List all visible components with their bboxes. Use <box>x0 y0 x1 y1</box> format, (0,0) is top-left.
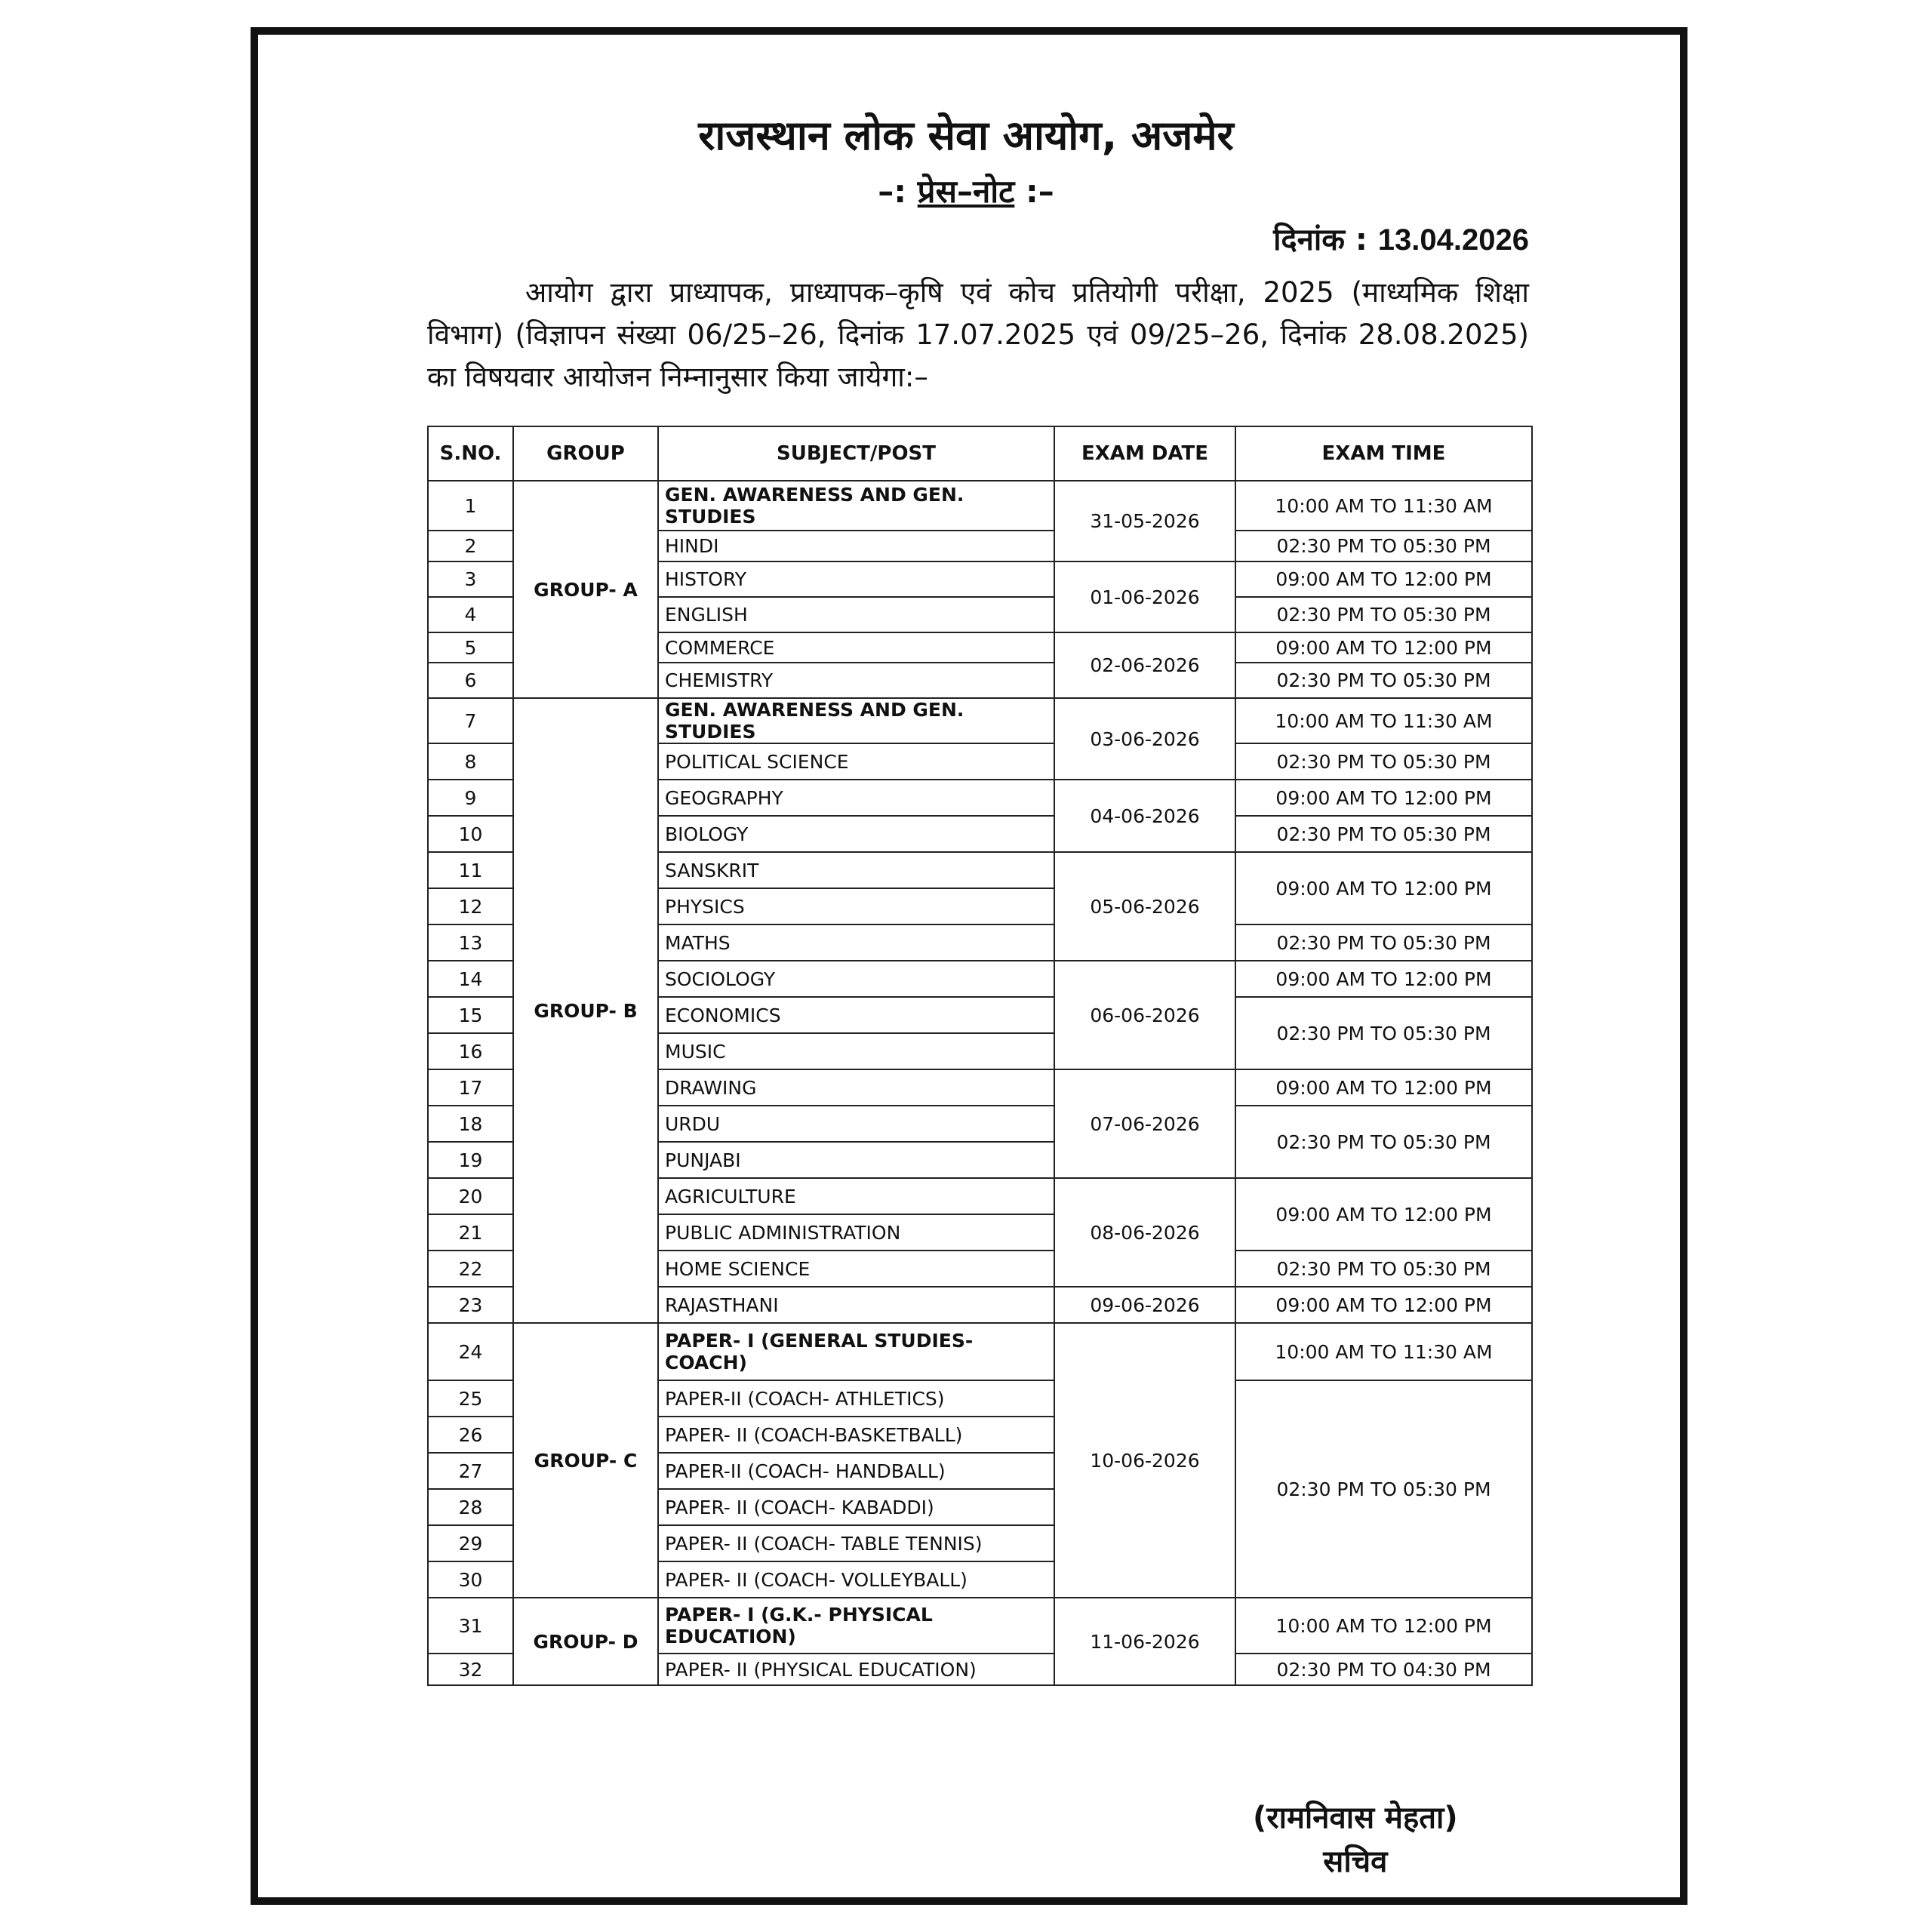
date-cell: 02-06-2026 <box>1054 632 1235 698</box>
table-row <box>428 698 1532 743</box>
time-cell: 10:00 AM TO 11:30 AM <box>1235 481 1532 531</box>
date-cell: 06-06-2026 <box>1054 961 1235 1069</box>
sno-cell: 11 <box>428 852 513 888</box>
header-subject: SUBJECT/POST <box>658 426 1054 481</box>
sno-cell: 16 <box>428 1033 513 1069</box>
sno-cell: 22 <box>428 1251 513 1287</box>
time-cell: 10:00 AM TO 12:00 PM <box>1235 1598 1532 1654</box>
subject-cell: COMMERCE <box>658 632 1054 663</box>
time-cell: 02:30 PM TO 05:30 PM <box>1235 597 1532 632</box>
header-group: GROUP <box>513 426 658 481</box>
time-cell: 09:00 AM TO 12:00 PM <box>1235 1287 1532 1323</box>
date-cell: 09-06-2026 <box>1054 1287 1235 1323</box>
sno-cell: 24 <box>428 1323 513 1380</box>
heading-prefix: –: <box>878 173 918 210</box>
time-cell: 10:00 AM TO 11:30 AM <box>1235 698 1532 743</box>
time-cell: 09:00 AM TO 12:00 PM <box>1235 1069 1532 1106</box>
date-cell: 07-06-2026 <box>1054 1069 1235 1178</box>
sno-cell: 2 <box>428 531 513 561</box>
press-note-heading <box>0 169 1932 212</box>
exam-schedule-table <box>427 426 1533 1686</box>
sno-cell: 8 <box>428 743 513 780</box>
subject-cell: RAJASTHANI <box>658 1287 1054 1323</box>
subject-cell: HISTORY <box>658 561 1054 597</box>
sno-cell: 21 <box>428 1214 513 1251</box>
group-cell: GROUP- B <box>513 698 658 1323</box>
group-cell: GROUP- C <box>513 1323 658 1598</box>
signatory-title: सचिव <box>1323 1844 1388 1879</box>
time-cell: 10:00 AM TO 11:30 AM <box>1235 1323 1532 1380</box>
sno-cell: 13 <box>428 924 513 961</box>
subject-cell: AGRICULTURE <box>658 1178 1054 1214</box>
date-cell: 10-06-2026 <box>1054 1323 1235 1598</box>
sno-cell: 28 <box>428 1489 513 1525</box>
subject-cell: MUSIC <box>658 1033 1054 1069</box>
subject-cell: GEOGRAPHY <box>658 780 1054 816</box>
date-label: दिनांक : <box>1273 223 1378 257</box>
subject-cell: PAPER- II (PHYSICAL EDUCATION) <box>658 1654 1054 1685</box>
sno-cell: 7 <box>428 698 513 743</box>
time-cell: 02:30 PM TO 05:30 PM <box>1235 997 1532 1069</box>
date-cell: 11-06-2026 <box>1054 1598 1235 1685</box>
subject-cell: PAPER-II (COACH- ATHLETICS) <box>658 1380 1054 1417</box>
sno-cell: 6 <box>428 663 513 698</box>
intro-text: आयोग द्वारा प्राध्यापक, प्राध्यापक–कृषि एवं कोच प्रतियोगी परीक्षा, 2025 (माध्यमिक शिक्षा विभाग) (विज्ञापन संख्या 06/25–26, दिनांक 17.07.2025 एवं 09/25–26, दिनांक 28.08.2025) का विषयवार आयोजन निम्नानुसार किया जायेगा:– <box>427 276 1529 393</box>
subject-cell: PAPER- I (GENERAL STUDIES- COACH) <box>658 1323 1054 1380</box>
subject-cell: DRAWING <box>658 1069 1054 1106</box>
time-cell: 02:30 PM TO 05:30 PM <box>1235 1380 1532 1598</box>
group-cell: GROUP- D <box>513 1598 658 1685</box>
sno-cell: 3 <box>428 561 513 597</box>
subject-cell: HINDI <box>658 531 1054 561</box>
time-cell: 09:00 AM TO 12:00 PM <box>1235 632 1532 663</box>
subject-cell: SOCIOLOGY <box>658 961 1054 997</box>
sno-cell: 9 <box>428 780 513 816</box>
signatory-name: (रामनिवास मेहता) <box>1253 1801 1458 1835</box>
subject-cell: GEN. AWARENESS AND GEN. STUDIES <box>658 698 1054 743</box>
group-cell: GROUP- A <box>513 481 658 698</box>
header-sno: S.NO. <box>428 426 513 481</box>
sno-cell: 25 <box>428 1380 513 1417</box>
table-row <box>428 1323 1532 1380</box>
heading-text: प्रेस–नोट <box>917 173 1015 210</box>
subject-cell: BIOLOGY <box>658 816 1054 852</box>
sno-cell: 17 <box>428 1069 513 1106</box>
subject-cell: PUBLIC ADMINISTRATION <box>658 1214 1054 1251</box>
time-cell: 02:30 PM TO 05:30 PM <box>1235 663 1532 698</box>
subject-cell: PHYSICS <box>658 888 1054 924</box>
heading-suffix: :– <box>1014 173 1054 210</box>
date-cell: 03-06-2026 <box>1054 698 1235 780</box>
time-cell: 02:30 PM TO 05:30 PM <box>1235 1106 1532 1178</box>
subject-cell: PUNJABI <box>658 1142 1054 1178</box>
table-row <box>428 1598 1532 1654</box>
subject-cell: GEN. AWARENESS AND GEN. STUDIES <box>658 481 1054 531</box>
signature-block <box>1253 1796 1458 1884</box>
time-cell: 09:00 AM TO 12:00 PM <box>1235 1178 1532 1251</box>
sno-cell: 19 <box>428 1142 513 1178</box>
sno-cell: 29 <box>428 1525 513 1561</box>
time-cell: 09:00 AM TO 12:00 PM <box>1235 780 1532 816</box>
subject-cell: PAPER- II (COACH-BASKETBALL) <box>658 1417 1054 1453</box>
table-header-row <box>428 426 1532 481</box>
time-cell: 02:30 PM TO 04:30 PM <box>1235 1654 1532 1685</box>
sno-cell: 15 <box>428 997 513 1033</box>
table-row <box>428 481 1532 531</box>
date-value: 13.04.2026 <box>1377 223 1529 257</box>
sno-cell: 32 <box>428 1654 513 1685</box>
subject-cell: ENGLISH <box>658 597 1054 632</box>
sno-cell: 1 <box>428 481 513 531</box>
sno-cell: 20 <box>428 1178 513 1214</box>
subject-cell: URDU <box>658 1106 1054 1142</box>
time-cell: 02:30 PM TO 05:30 PM <box>1235 531 1532 561</box>
intro-paragraph <box>427 272 1529 398</box>
sno-cell: 23 <box>428 1287 513 1323</box>
subject-cell: PAPER-II (COACH- HANDBALL) <box>658 1453 1054 1489</box>
sno-cell: 18 <box>428 1106 513 1142</box>
subject-cell: SANSKRIT <box>658 852 1054 888</box>
sno-cell: 5 <box>428 632 513 663</box>
sno-cell: 30 <box>428 1561 513 1598</box>
document-date <box>1273 217 1529 259</box>
time-cell: 02:30 PM TO 05:30 PM <box>1235 924 1532 961</box>
sno-cell: 31 <box>428 1598 513 1654</box>
sno-cell: 4 <box>428 597 513 632</box>
sno-cell: 27 <box>428 1453 513 1489</box>
sno-cell: 14 <box>428 961 513 997</box>
time-cell: 09:00 AM TO 12:00 PM <box>1235 961 1532 997</box>
time-cell: 02:30 PM TO 05:30 PM <box>1235 1251 1532 1287</box>
subject-cell: PAPER- I (G.K.- PHYSICAL EDUCATION) <box>658 1598 1054 1654</box>
subject-cell: PAPER- II (COACH- VOLLEYBALL) <box>658 1561 1054 1598</box>
date-cell: 05-06-2026 <box>1054 852 1235 961</box>
header-exam-date: EXAM DATE <box>1054 426 1235 481</box>
header-exam-time: EXAM TIME <box>1235 426 1532 481</box>
subject-cell: PAPER- II (COACH- TABLE TENNIS) <box>658 1525 1054 1561</box>
date-cell: 31-05-2026 <box>1054 481 1235 561</box>
subject-cell: ECONOMICS <box>658 997 1054 1033</box>
subject-cell: CHEMISTRY <box>658 663 1054 698</box>
subject-cell: MATHS <box>658 924 1054 961</box>
time-cell: 02:30 PM TO 05:30 PM <box>1235 816 1532 852</box>
sno-cell: 26 <box>428 1417 513 1453</box>
subject-cell: PAPER- II (COACH- KABADDI) <box>658 1489 1054 1525</box>
time-cell: 09:00 AM TO 12:00 PM <box>1235 561 1532 597</box>
sno-cell: 12 <box>428 888 513 924</box>
date-cell: 08-06-2026 <box>1054 1178 1235 1287</box>
subject-cell: POLITICAL SCIENCE <box>658 743 1054 780</box>
sno-cell: 10 <box>428 816 513 852</box>
date-cell: 04-06-2026 <box>1054 780 1235 852</box>
subject-cell: HOME SCIENCE <box>658 1251 1054 1287</box>
time-cell: 02:30 PM TO 05:30 PM <box>1235 743 1532 780</box>
date-cell: 01-06-2026 <box>1054 561 1235 632</box>
page-title: राजस्थान लोक सेवा आयोग, अजमेर <box>698 112 1234 159</box>
time-cell: 09:00 AM TO 12:00 PM <box>1235 852 1532 924</box>
